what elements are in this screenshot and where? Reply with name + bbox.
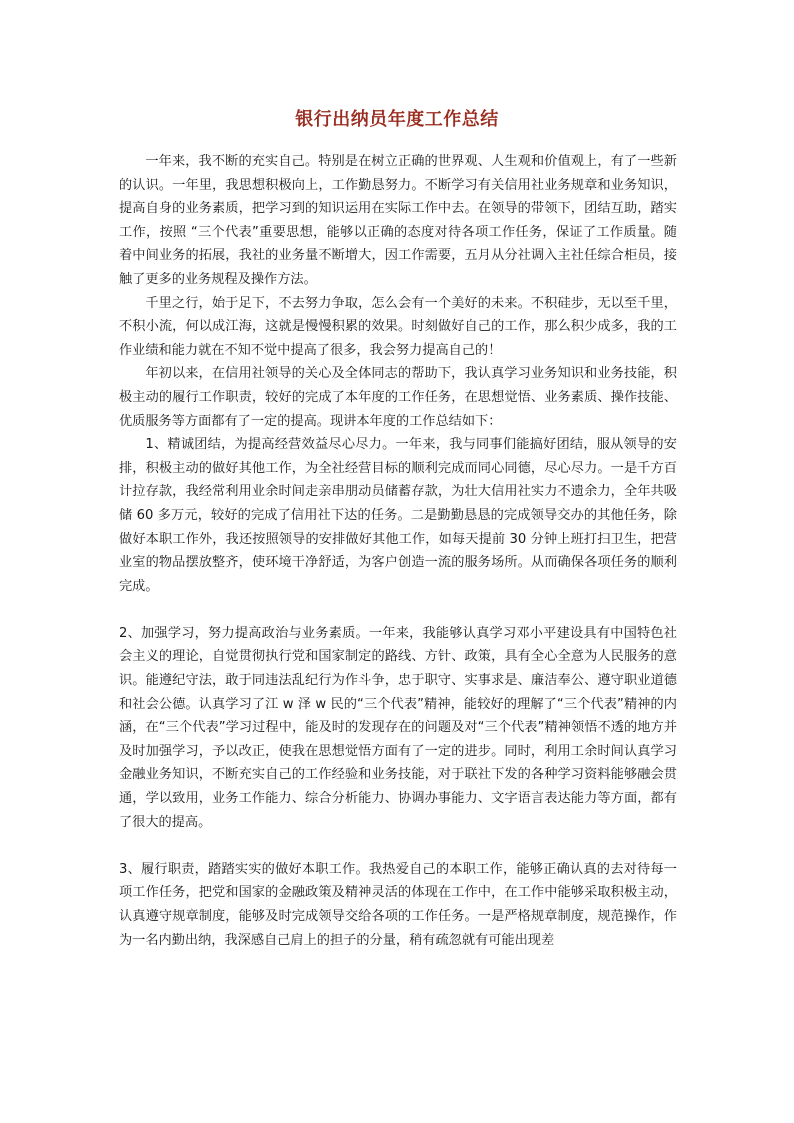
paragraph-section-3: 3、履行职责，踏踏实实的做好本职工作。我热爱自己的本职工作，能够正确认真的去对待每一项工作任务，把党和国家的金融政策及精神灵活的体现在工作中，在工作中能够采取积极主动，认真遵守规章制度，能够及时完成领导交给各项的工作任务。一是严格规章制度，规范操作，作为一名内勤出纳，我深感自己肩上的担子的分量，稍有疏忽就有可能出现差 [119,861,677,948]
document-body [119,150,677,952]
paragraph-overview: 年初以来，在信用社领导的关心及全体同志的帮助下，我认真学习业务知识和业务技能，积极主动的履行工作职责，较好的完成了本年度的工作任务，在思想觉悟、业务素质、操作技能、优质服务等方面都有了一定的提高。现讲本年度的工作总结如下： [119,366,677,429]
paragraph-intro: 一年来，我不断的充实自己。特别是在树立正确的世界观、人生观和价值观上，有了一些新的认识。一年里，我思想积极向上，工作勤恳努力。不断学习有关信用社业务规章和业务知识，提高自身的业务素质，把学习到的知识运用在实际工作中去。在领导的带领下，团结互助，踏实工作，按照 “三个代表”重要思想，能够以正确的态度对待各项工作任务，保证了工作质量。随着中间业务的拓展，我社的业务量不断增大，因工作需要，五月从分社调入主社任综合柜员，接触了更多的业务规程及操作方法。 [119,154,677,287]
paragraph-section-1: 1、精诚团结，为提高经营效益尽心尽力。一年来，我与同事们能搞好团结，服从领导的安排，积极主动的做好其他工作，为全社经营目标的顺利完成而同心同德，尽心尽力。一是千方百计拉存款，我经常利用业余时间走亲串朋动员储蓄存款，为壮大信用社实力不遗余力，全年共吸储 60 多万元，较好的完成了信用社下达的任务。二是勤勤恳恳的完成领导交办的其他任务，除做好本职工作外，我还按照领导的安排做好其他工作，如每天提前 30 分钟上班打扫卫生，把营业室的物品摆放整齐，使环境干净舒适，为客户创造一流的服务场所。从而确保各项任务的顺利完成。 [119,437,677,594]
document-title: 银行出纳员年度工作总结 [295,109,499,130]
paragraph-section-2: 2、加强学习，努力提高政治与业务素质。一年来，我能够认真学习邓小平建设具有中国特色社会主义的理论，自觉贯彻执行党和国家制定的路线、方针、政策，具有全心全意为人民服务的意识。能遵纪守法，敢于同违法乱纪行为作斗争，忠于职守、实事求是、廉洁奉公、遵守职业道德和社会公德。认真学习了江 w 泽 w 民的“三个代表”精神，能较好的理解了“三个代表”精神的内涵，在“三个代表”学习过程中，能及时的发现存在的问题及对“三个代表”精神领悟不透的地方并及时加强学习，予以改正，使我在思想觉悟方面有了一定的进步。同时，利用工余时间认真学习金融业务知识，不断充实自己的工作经验和业务技能，对于联社下发的各种学习资料能够融会贯通，学以致用，业务工作能力、综合分析能力、协调办事能力、文字语言表达能力等方面，都有了很大的提高。 [119,625,677,830]
paragraph-persistence: 千里之行，始于足下，不去努力争取，怎么会有一个美好的未来。不积硅步，无以至千里，不积小流，何以成江海，这就是慢慢积累的效果。时刻做好自己的工作，那么积少成多，我的工作业绩和能力就在不知不觉中提高了很多，我会努力提高自己的！ [119,295,677,358]
